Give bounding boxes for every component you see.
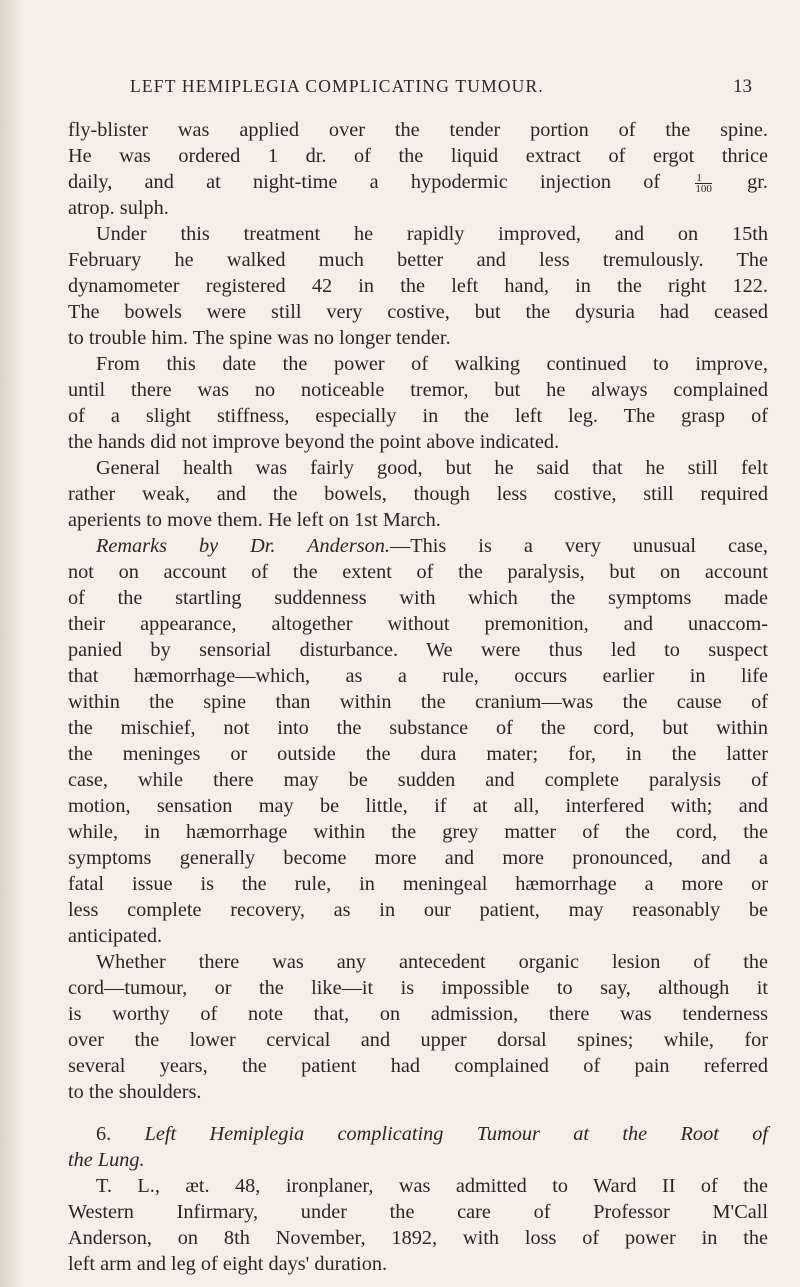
text-line: February he walked much better and less tremulously. The [68,249,768,271]
text-line: not on account of the extent of the paralysis, but on account [68,561,768,583]
text-line: atrop. sulph. [68,197,169,219]
text-line: Whether there was any antecedent organic lesion of the [96,951,768,973]
text-line: anticipated. [68,925,163,947]
text-line: motion, sensation may be little, if at all, interfered with; and [68,795,768,817]
text-line: General health was fairly good, but he said that he still felt [96,457,768,479]
text-line: dynamometer registered 42 in the left hand, in the right 122. [68,275,768,297]
running-title: LEFT HEMIPLEGIA COMPLICATING TUMOUR. [130,76,544,96]
text-line: the hands did not improve beyond the point above indicated. [68,431,560,453]
running-header [130,76,752,98]
remarks-lead: Remarks by Dr. Anderson. [96,535,390,557]
case-title-continued: the Lung. [68,1149,145,1171]
body-text [68,117,768,1277]
text-line: Anderson, on 8th November, 1892, with loss of power in the [68,1227,768,1249]
text-line: the meninges or outside the dura mater; for, in the latter [68,743,768,765]
text-line-with-fraction [68,169,768,195]
case-6-section [68,1121,768,1277]
text-line: while, in hæmorrhage within the grey matter of the cord, the [68,821,768,843]
fraction-denominator: 100 [695,182,712,195]
paragraph-treatment [68,117,768,221]
case-title: Left Hemiplegia complicating Tumour at the Root of [144,1123,768,1145]
text-segment: daily, and at night-time a hypodermic injection of [68,171,661,193]
case-heading [68,1121,768,1147]
paragraph-walking [68,351,768,455]
text-line: From this date the power of walking continued to improve, [96,353,768,375]
text-line-with-lead [68,533,768,559]
text-line: to trouble him. The spine was no longer tender. [68,327,451,349]
paragraph-remarks [68,533,768,949]
text-line: over the lower cervical and upper dorsal spines; while, for [68,1029,768,1051]
text-line: that hæmorrhage—which, as a rule, occurs earlier in life [68,665,768,687]
text-line: of the startling suddenness with which the symptoms made [68,587,768,609]
text-line: panied by sensorial disturbance. We were thus led to suspect [68,639,768,661]
text-line: the mischief, not into the substance of the cord, but within [68,717,768,739]
text-line: to the shoulders. [68,1081,202,1103]
text-line: Western Infirmary, under the care of Professor M'Call [68,1201,768,1223]
paragraph-improvement [68,221,768,351]
text-segment: gr. [747,171,768,193]
text-line: aperients to move them. He left on 1st March. [68,509,441,531]
text-line: fly-blister was applied over the tender portion of the spine. [68,119,768,141]
paragraph-general-health [68,455,768,533]
text-line: of a slight stiffness, especially in the left leg. The grasp of [68,405,768,427]
text-line: T. L., æt. 48, ironplaner, was admitted to Ward II of the [96,1175,768,1197]
text-line: left arm and leg of eight days' duration. [68,1253,388,1275]
text-line: case, while there may be sudden and complete paralysis of [68,769,768,791]
text-line: symptoms generally become more and more pronounced, and a [68,847,768,869]
text-line: several years, the patient had complained of pain referred [68,1055,768,1077]
section-gap [68,1105,768,1121]
text-line: is worthy of note that, on admission, there was tenderness [68,1003,768,1025]
case-number: 6. [96,1123,112,1145]
text-segment: —This is a very unusual case, [389,535,768,557]
text-line: fatal issue is the rule, in meningeal hæmorrhage a more or [68,873,768,895]
page-edge-shadow [0,0,22,1287]
page-number: 13 [733,76,752,97]
text-line: cord—tumour, or the like—it is impossible to say, although it [68,977,768,999]
text-line: their appearance, altogether without premonition, and unaccom- [68,613,768,635]
text-line: less complete recovery, as in our patient, may reasonably be [68,899,768,921]
fraction [695,173,712,194]
text-line: Under this treatment he rapidly improved, and on 15th [96,223,768,245]
fraction-numerator: 1 [695,173,712,184]
paragraph-lesion [68,949,768,1105]
text-line: until there was no noticeable tremor, but he always complained [68,379,768,401]
text-line: The bowels were still very costive, but the dysuria had ceased [68,301,768,323]
text-line: He was ordered 1 dr. of the liquid extract of ergot thrice [68,145,768,167]
text-line: within the spine than within the cranium—was the cause of [68,691,768,713]
text-line: rather weak, and the bowels, though less costive, still required [68,483,768,505]
